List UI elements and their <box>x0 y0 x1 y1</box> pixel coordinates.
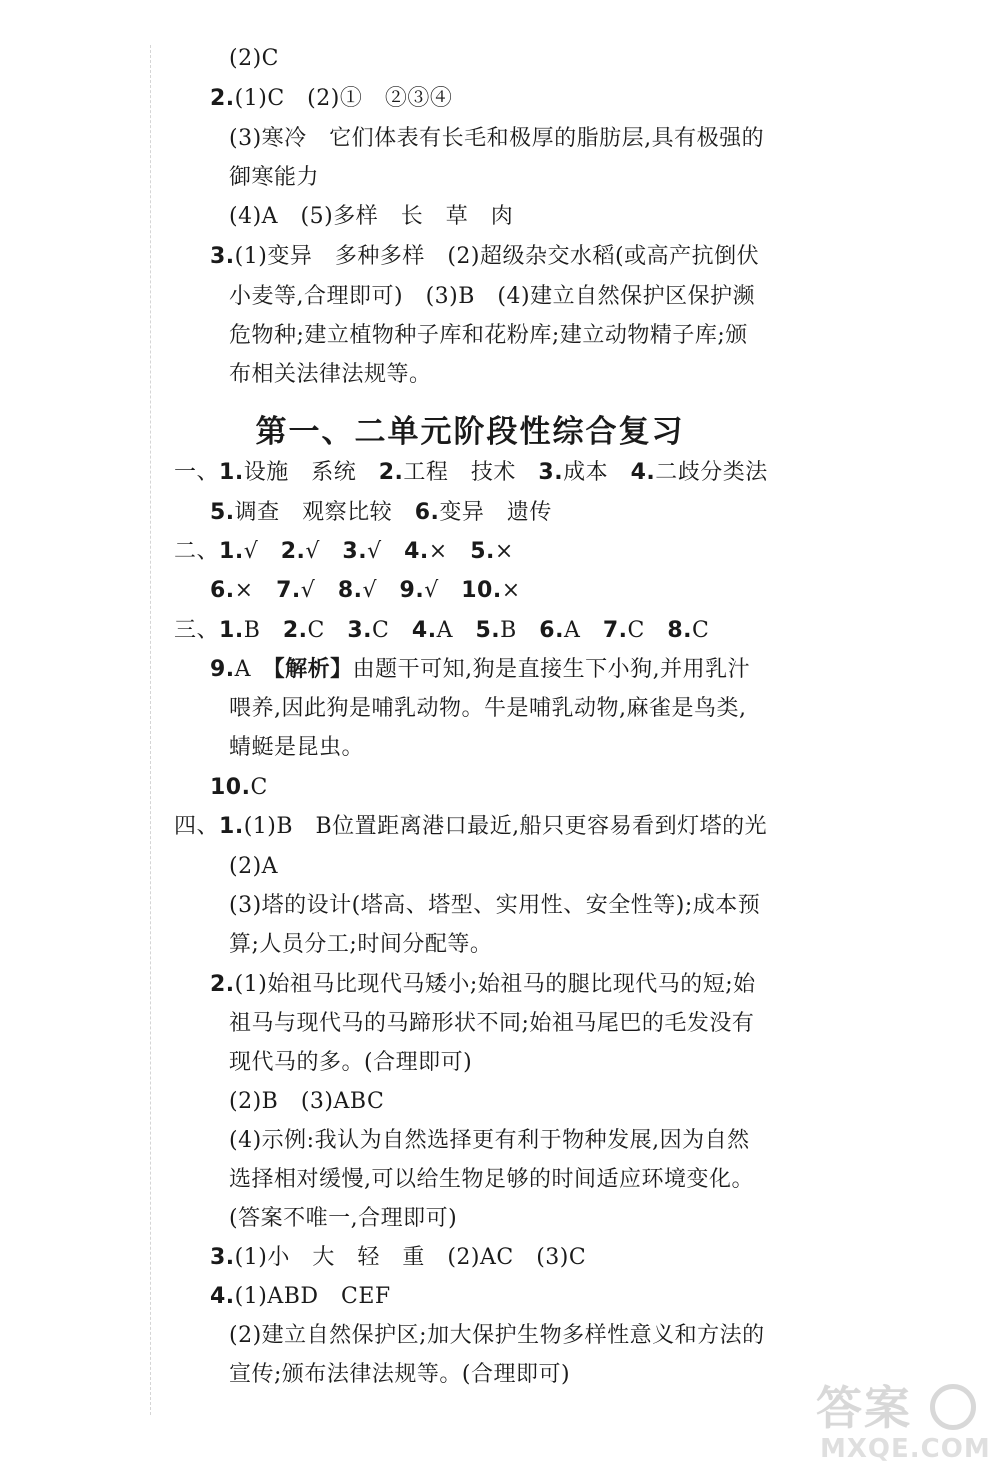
answer-text: 二歧分类法 <box>655 460 768 485</box>
answer-text: C <box>372 618 412 643</box>
question-number: 8. <box>667 618 693 643</box>
question-number: 4. <box>210 1284 235 1309</box>
answer-text: 工程 技术 <box>403 460 539 485</box>
answer-text: A <box>436 618 476 643</box>
part4-q1 <box>174 812 768 842</box>
answer-mark: × <box>428 539 471 564</box>
answer-text: (1)变异 多种多样 (2)超级杂交水稻(或高产抗倒伏 <box>234 244 760 269</box>
analysis-text: 由题干可知,狗是直接生下小狗,并用乳汁 <box>352 657 751 682</box>
answer-mark: × <box>494 539 514 564</box>
question-number: 6. <box>539 618 564 643</box>
question-number: 2. <box>282 618 308 643</box>
answer-mark: √ <box>305 539 343 564</box>
part-label: 一、 <box>174 460 220 485</box>
question-number: 1. <box>219 460 244 485</box>
watermark-url: MXQE.COM <box>820 1434 991 1464</box>
answer-line: (2)A <box>229 854 279 879</box>
answer-line: (4)示例:我认为自然选择更有利于物种发展,因为自然 <box>229 1128 750 1153</box>
question-number: 4. <box>404 539 429 564</box>
answer-text: C <box>307 618 348 643</box>
question-number: 9. <box>399 578 425 603</box>
question-number: 1. <box>219 814 244 839</box>
part3-q9 <box>210 655 790 685</box>
answer-line: (2)B (3)ABC <box>229 1089 385 1114</box>
answer-text: B <box>500 618 540 643</box>
answer-text: 成本 <box>563 460 631 485</box>
question-number: 5. <box>475 618 501 643</box>
site-watermark <box>810 1382 990 1467</box>
answer-text: (1)C (2)① ②③④ <box>234 86 453 111</box>
answer-line: 小麦等,合理即可) (3)B (4)建立自然保护区保护濒 <box>229 284 756 309</box>
question-number: 3. <box>538 460 564 485</box>
answer-text: 设施 系统 <box>243 460 379 485</box>
answer-line: 算;人员分工;时间分配等。 <box>229 932 493 957</box>
question-number: 3. <box>342 539 368 564</box>
answer-mark: √ <box>424 578 462 603</box>
part-label: 四、 <box>174 814 220 839</box>
question-number: 6. <box>210 578 235 603</box>
answer-mark: √ <box>243 539 281 564</box>
answer-text: (1)始祖马比现代马矮小;始祖马的腿比现代马的短;始 <box>234 972 756 997</box>
question-number: 3. <box>347 618 373 643</box>
question-number: 10. <box>461 578 502 603</box>
question-number: 5. <box>470 539 495 564</box>
watermark-seal-icon <box>930 1384 976 1430</box>
answer-line-q2 <box>210 84 790 114</box>
answer-line: 宣传;颁布法律法规等。(合理即可) <box>229 1362 571 1387</box>
answer-line: (2)C <box>229 46 279 71</box>
answer-text: C <box>692 618 710 643</box>
answer-mark: √ <box>362 578 400 603</box>
answer-text: (1)B B位置距离港口最近,船只更容易看到灯塔的光 <box>243 814 768 839</box>
answer-text: C <box>250 775 268 800</box>
part4-q2 <box>210 970 790 1000</box>
part2-row2 <box>210 576 790 606</box>
part1-row1 <box>174 458 768 488</box>
question-number: 5. <box>210 500 235 525</box>
question-number: 2. <box>378 460 404 485</box>
answer-text: (1)小 大 轻 重 (2)AC (3)C <box>234 1245 587 1270</box>
answer-mark: √ <box>300 578 338 603</box>
question-number: 2. <box>280 539 306 564</box>
answer-line: (3)寒冷 它们体表有长毛和极厚的脂肪层,具有极强的 <box>229 126 765 151</box>
question-number: 4. <box>630 460 656 485</box>
answer-line: (答案不唯一,合理即可) <box>229 1206 458 1231</box>
answer-line: (4)A (5)多样 长 草 肉 <box>229 204 514 229</box>
analysis-tag: 【解析】 <box>273 657 353 682</box>
answer-line: 御寒能力 <box>229 165 320 190</box>
answer-text: (1)ABD CEF <box>234 1284 391 1309</box>
part4-q3 <box>210 1243 790 1273</box>
question-number: 3. <box>210 1245 235 1270</box>
part4-q4 <box>210 1282 790 1312</box>
question-number: 9. <box>210 657 235 682</box>
answer-line: 现代马的多。(合理即可) <box>229 1050 473 1075</box>
part-label: 三、 <box>174 618 220 643</box>
binding-margin-line <box>150 45 151 1415</box>
answer-line-q3 <box>210 242 790 272</box>
watermark-text: 答案 <box>816 1381 912 1435</box>
answer-line: 布相关法律法规等。 <box>229 362 432 387</box>
answer-line: 选择相对缓慢,可以给生物足够的时间适应环境变化。 <box>229 1167 754 1192</box>
question-number: 2. <box>210 972 235 997</box>
question-number: 1. <box>219 539 244 564</box>
answer-mark: √ <box>367 539 405 564</box>
question-number: 1. <box>219 618 244 643</box>
answer-line: 危物种;建立植物种子库和花粉库;建立动物精子库;颁 <box>229 323 748 348</box>
question-number: 7. <box>276 578 301 603</box>
part3-row1 <box>174 616 754 646</box>
part3-q10 <box>210 773 790 803</box>
question-number: 3. <box>210 244 235 269</box>
answer-text: A <box>234 657 274 682</box>
part2-row1 <box>174 537 754 567</box>
answer-text: B <box>243 618 283 643</box>
answer-text: A <box>563 618 603 643</box>
answer-mark: × <box>501 578 521 603</box>
answer-line: (3)塔的设计(塔高、塔型、实用性、安全性等);成本预 <box>229 893 761 918</box>
part1-row2 <box>210 498 790 528</box>
answer-mark: × <box>234 578 277 603</box>
question-number: 4. <box>411 618 437 643</box>
question-number: 2. <box>210 86 235 111</box>
answer-text: C <box>627 618 668 643</box>
question-number: 10. <box>210 775 251 800</box>
section-title: 第一、二单元阶段性综合复习 <box>255 414 685 450</box>
answer-line: 喂养,因此狗是哺乳动物。牛是哺乳动物,麻雀是鸟类, <box>229 696 747 721</box>
answer-text: 调查 观察比较 <box>234 500 415 525</box>
answer-line: 祖马与现代马的马蹄形状不同;始祖马尾巴的毛发没有 <box>229 1011 755 1036</box>
part-label: 二、 <box>174 539 220 564</box>
question-number: 6. <box>414 500 440 525</box>
answer-line: (2)建立自然保护区;加大保护生物多样性意义和方法的 <box>229 1323 765 1348</box>
answer-line: 蜻蜓是昆虫。 <box>229 735 365 760</box>
answer-text: 变异 遗传 <box>439 500 552 525</box>
question-number: 8. <box>337 578 363 603</box>
question-number: 7. <box>602 618 628 643</box>
